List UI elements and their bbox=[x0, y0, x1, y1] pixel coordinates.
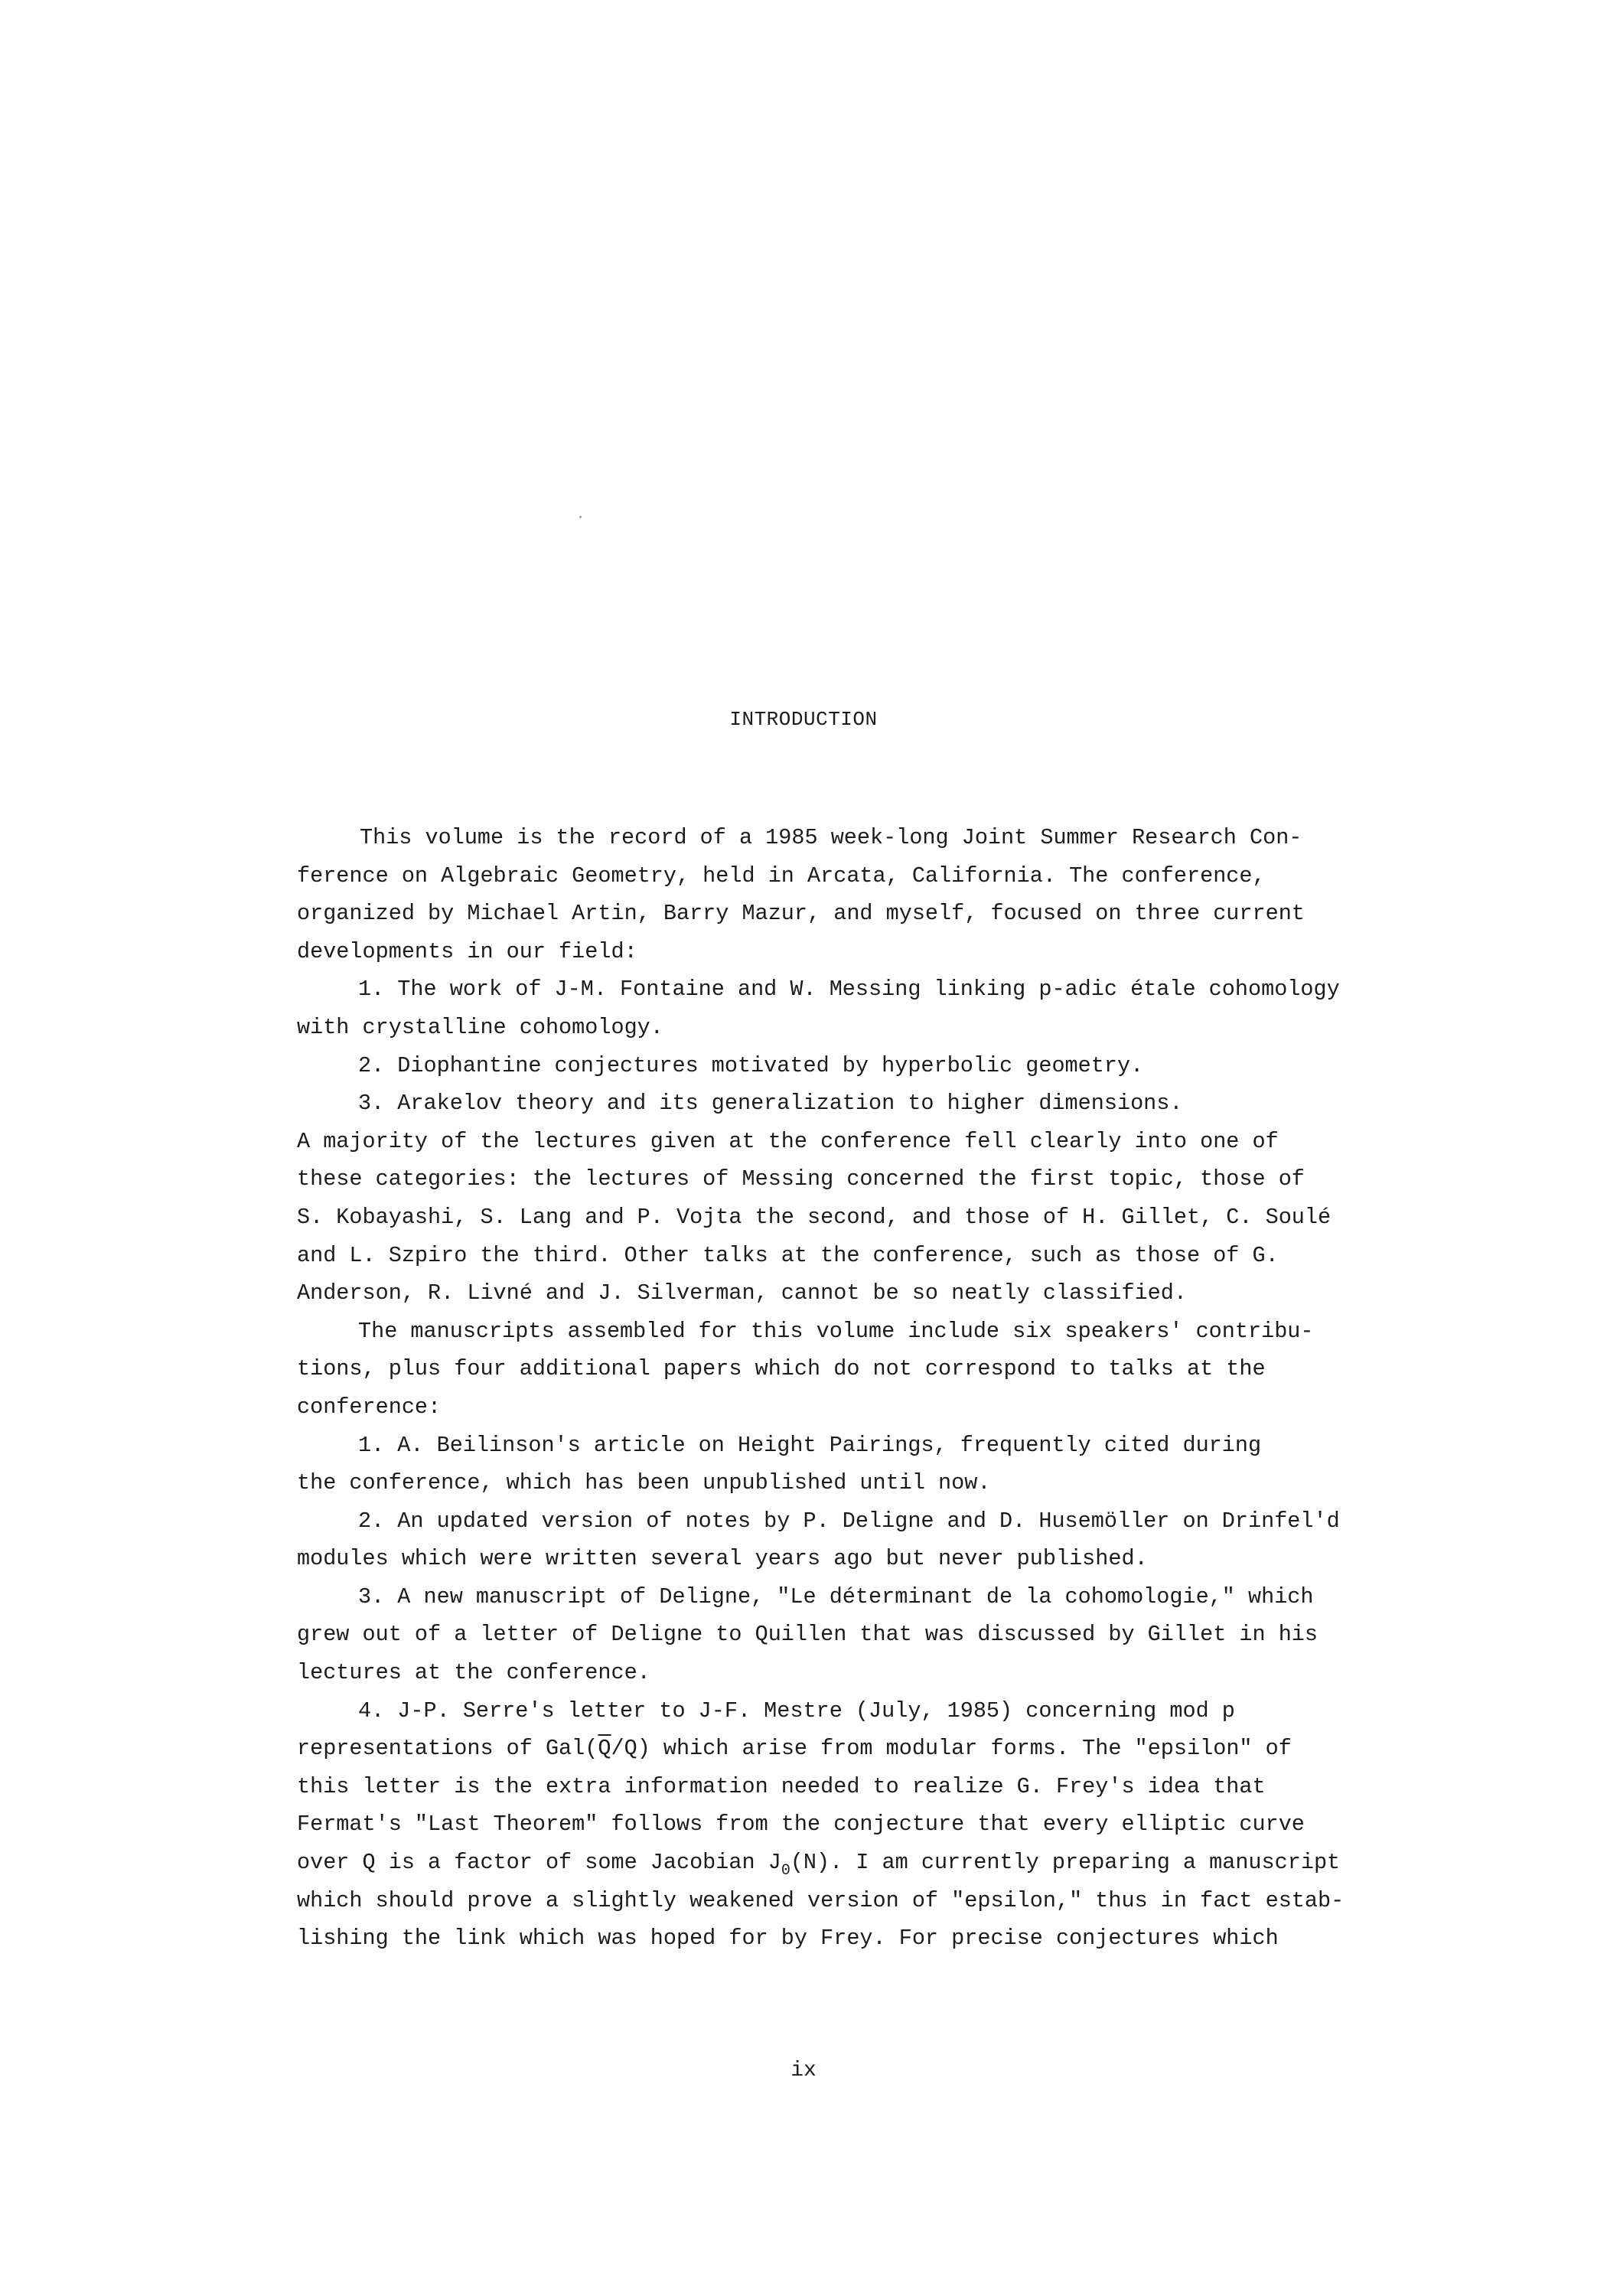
text-line: 1. A. Beilinson's article on Height Pairings, frequently cited during bbox=[358, 1432, 1262, 1458]
text-line: grew out of a letter of Deligne to Quillen that was discussed by Gillet in his bbox=[297, 1622, 1319, 1648]
q-bar-symbol: $\overline{Q}$ bbox=[598, 1736, 611, 1762]
text-line: This volume is the record of a 1985 week-long Joint Summer Research Con- bbox=[360, 825, 1302, 850]
text-line-jacobian bbox=[297, 1844, 1341, 1882]
text-line: 3. Arakelov theory and its generalization to higher dimensions. bbox=[358, 1091, 1183, 1117]
text-fragment: representations of Gal( bbox=[297, 1736, 598, 1762]
text-line: organized by Michael Artin, Barry Mazur, and myself, focused on three current bbox=[297, 901, 1305, 927]
text-line: which should prove a slightly weakened version of "epsilon," thus in fact estab- bbox=[297, 1887, 1345, 1913]
page-heading: INTRODUCTION bbox=[729, 708, 878, 731]
text-line: lectures at the conference. bbox=[297, 1660, 650, 1686]
text-line: S. Kobayashi, S. Lang and P. Vojta the second, and those of H. Gillet, C. Soulé bbox=[297, 1204, 1332, 1230]
text-line: these categories: the lectures of Messing concerned the first topic, those of bbox=[297, 1166, 1305, 1192]
text-line: 3. A new manuscript of Deligne, "Le déterminant de la cohomologie," which bbox=[358, 1583, 1314, 1609]
text-fragment: /Q) which arise from modular forms. The "epsilon" of bbox=[611, 1736, 1292, 1762]
text-line: conference: bbox=[297, 1394, 442, 1420]
text-line: Anderson, R. Livné and J. Silverman, cannot be so neatly classified. bbox=[297, 1280, 1187, 1306]
text-line: this letter is the extra information needed to realize G. Frey's idea that bbox=[297, 1773, 1266, 1799]
text-line: 2. Diophantine conjectures motivated by hyperbolic geometry. bbox=[358, 1052, 1144, 1078]
text-line: lishing the link which was hoped for by Frey. For precise conjectures which bbox=[297, 1926, 1279, 1952]
text-line: A majority of the lectures given at the conference fell clearly into one of bbox=[297, 1128, 1279, 1154]
text-line-galois bbox=[297, 1730, 1338, 1768]
subscript-zero: 0 bbox=[781, 1862, 790, 1880]
text-fragment: over Q is a factor of some Jacobian J bbox=[297, 1850, 781, 1876]
text-line: The manuscripts assembled for this volume include six speakers' contribu- bbox=[358, 1318, 1314, 1344]
text-line: with crystalline cohomology. bbox=[297, 1014, 663, 1040]
introduction-body bbox=[297, 819, 1345, 1958]
text-line: 1. The work of J-M. Fontaine and W. Messing linking p-adic étale cohomology bbox=[358, 977, 1340, 1003]
scan-speck bbox=[579, 516, 582, 518]
text-line: 4. J-P. Serre's letter to J-F. Mestre (July, 1985) concerning mod p bbox=[358, 1698, 1235, 1724]
text-line: 2. An updated version of notes by P. Deligne and D. Husemöller on Drinfel'd bbox=[358, 1508, 1340, 1534]
text-line: tions, plus four additional papers which do not correspond to talks at the bbox=[297, 1356, 1266, 1382]
text-fragment: (N). I am currently preparing a manuscript bbox=[790, 1850, 1341, 1876]
text-line: modules which were written several years ago but never published. bbox=[297, 1546, 1148, 1572]
page-number: ix bbox=[790, 2059, 817, 2082]
text-line: developments in our field: bbox=[297, 938, 637, 964]
text-line: the conference, which has been unpublished until now. bbox=[297, 1470, 991, 1496]
text-line: and L. Szpiro the third. Other talks at the conference, such as those of G. bbox=[297, 1242, 1279, 1268]
text-line: ference on Algebraic Geometry, held in Arcata, California. The conference, bbox=[297, 863, 1266, 889]
text-line: Fermat's "Last Theorem" follows from the conjecture that every elliptic curve bbox=[297, 1812, 1305, 1838]
